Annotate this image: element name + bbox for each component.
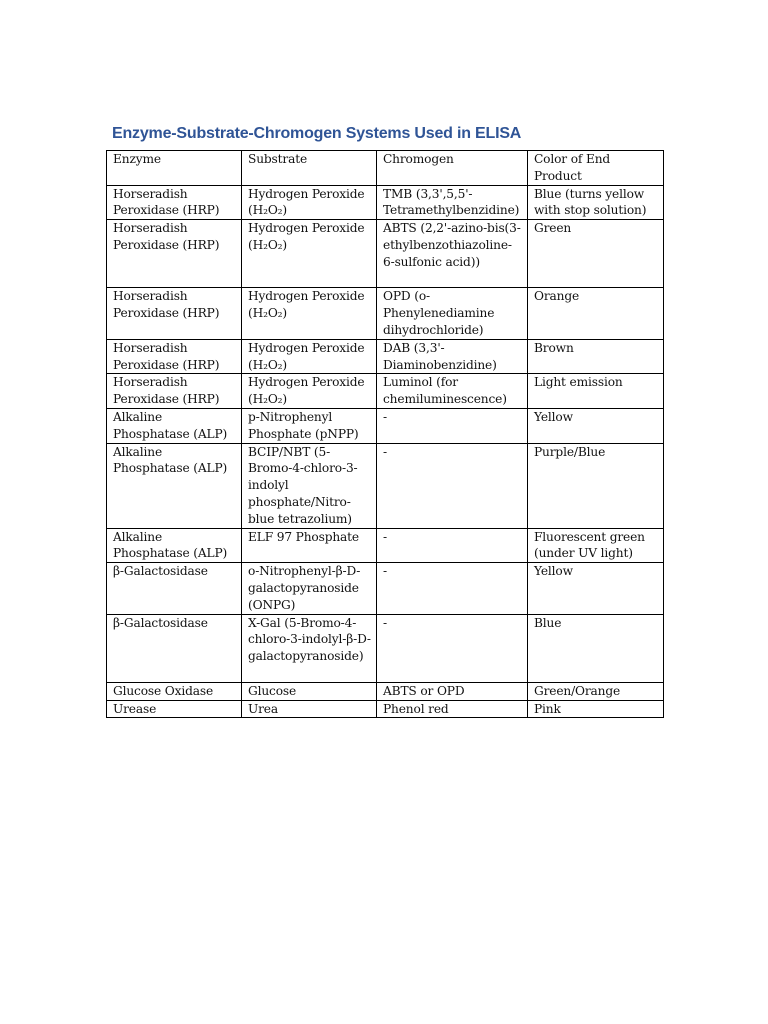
end-product-color-cell: Pink <box>528 700 664 718</box>
substrate-cell: Hydrogen Peroxide (H₂O₂) <box>242 288 377 339</box>
table-row <box>107 220 664 288</box>
enzyme-cell: Urease <box>107 700 242 718</box>
end-product-color-cell: Yellow <box>528 563 664 614</box>
table-row <box>107 528 664 563</box>
enzyme-cell: Alkaline Phosphatase (ALP) <box>107 528 242 563</box>
enzyme-cell: Horseradish Peroxidase (HRP) <box>107 339 242 374</box>
substrate-cell: ELF 97 Phosphate <box>242 528 377 563</box>
table-row <box>107 339 664 374</box>
header-enzyme: Enzyme <box>107 151 242 186</box>
chromogen-cell: - <box>377 614 528 682</box>
chromogen-cell: DAB (3,3'-Diaminobenzidine) <box>377 339 528 374</box>
table-row <box>107 682 664 700</box>
chromogen-cell: - <box>377 443 528 528</box>
table-row <box>107 288 664 339</box>
substrate-cell: p-Nitrophenyl Phosphate (pNPP) <box>242 408 377 443</box>
chromogen-cell: - <box>377 408 528 443</box>
chromogen-cell: Luminol (for chemiluminescence) <box>377 374 528 409</box>
end-product-color-cell: Light emission <box>528 374 664 409</box>
chromogen-cell: TMB (3,3',5,5'-Tetramethylbenzidine) <box>377 185 528 220</box>
end-product-color-cell: Yellow <box>528 408 664 443</box>
end-product-color-cell: Blue <box>528 614 664 682</box>
end-product-color-cell: Green/Orange <box>528 682 664 700</box>
table-row <box>107 185 664 220</box>
end-product-color-cell: Orange <box>528 288 664 339</box>
enzyme-cell: β-Galactosidase <box>107 563 242 614</box>
chromogen-cell: ABTS (2,2'-azino-bis(3-ethylbenzothiazoline-6-sulfonic acid)) <box>377 220 528 288</box>
substrate-cell: Urea <box>242 700 377 718</box>
enzyme-cell: Horseradish Peroxidase (HRP) <box>107 288 242 339</box>
end-product-color-cell: Blue (turns yellow with stop solution) <box>528 185 664 220</box>
table-header-row <box>107 151 664 186</box>
chromogen-cell: Phenol red <box>377 700 528 718</box>
end-product-color-cell: Purple/Blue <box>528 443 664 528</box>
table-row <box>107 374 664 409</box>
table-row <box>107 408 664 443</box>
chromogen-cell: ABTS or OPD <box>377 682 528 700</box>
table-row <box>107 700 664 718</box>
header-substrate: Substrate <box>242 151 377 186</box>
substrate-cell: X-Gal (5-Bromo-4-chloro-3-indolyl-β-D-galactopyranoside) <box>242 614 377 682</box>
substrate-cell: Hydrogen Peroxide (H₂O₂) <box>242 339 377 374</box>
table-row <box>107 614 664 682</box>
chromogen-cell: OPD (o-Phenylenediamine dihydrochloride) <box>377 288 528 339</box>
chromogen-cell: - <box>377 563 528 614</box>
elisa-table-body <box>107 151 664 718</box>
elisa-table <box>106 150 664 718</box>
enzyme-cell: Alkaline Phosphatase (ALP) <box>107 408 242 443</box>
end-product-color-cell: Green <box>528 220 664 288</box>
substrate-cell: BCIP/NBT (5-Bromo-4-chloro-3-indolyl phosphate/Nitro-blue tetrazolium) <box>242 443 377 528</box>
header-color-of-end-product: Color of End Product <box>528 151 664 186</box>
enzyme-cell: Alkaline Phosphatase (ALP) <box>107 443 242 528</box>
substrate-cell: Hydrogen Peroxide (H₂O₂) <box>242 220 377 288</box>
end-product-color-cell: Brown <box>528 339 664 374</box>
header-chromogen: Chromogen <box>377 151 528 186</box>
chromogen-cell: - <box>377 528 528 563</box>
enzyme-cell: Horseradish Peroxidase (HRP) <box>107 374 242 409</box>
substrate-cell: Hydrogen Peroxide (H₂O₂) <box>242 185 377 220</box>
substrate-cell: Hydrogen Peroxide (H₂O₂) <box>242 374 377 409</box>
substrate-cell: o-Nitrophenyl-β-D-galactopyranoside (ONPG) <box>242 563 377 614</box>
enzyme-cell: β-Galactosidase <box>107 614 242 682</box>
table-row <box>107 563 664 614</box>
substrate-cell: Glucose <box>242 682 377 700</box>
end-product-color-cell: Fluorescent green (under UV light) <box>528 528 664 563</box>
enzyme-cell: Horseradish Peroxidase (HRP) <box>107 220 242 288</box>
table-row <box>107 443 664 528</box>
document-title: Enzyme-Substrate-Chromogen Systems Used in ELISA <box>112 125 522 142</box>
enzyme-cell: Glucose Oxidase <box>107 682 242 700</box>
enzyme-cell: Horseradish Peroxidase (HRP) <box>107 185 242 220</box>
